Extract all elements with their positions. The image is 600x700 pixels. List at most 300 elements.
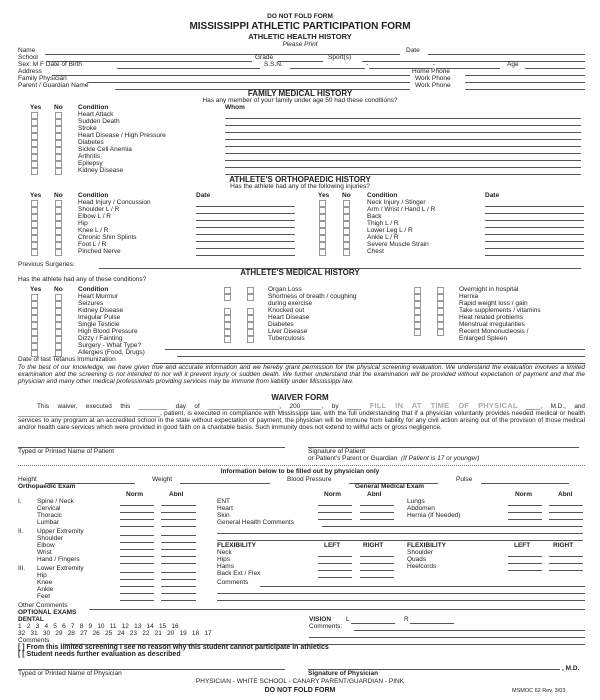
col-condition: Condition — [78, 192, 109, 199]
yes-checkbox[interactable] — [414, 301, 421, 308]
no-checkbox[interactable] — [55, 126, 62, 133]
yes-checkbox[interactable] — [319, 200, 326, 207]
address-field[interactable] — [52, 75, 410, 76]
abnl-field[interactable] — [161, 519, 196, 520]
flexibility-comments-field[interactable] — [260, 586, 585, 587]
abnl-field[interactable] — [161, 526, 196, 527]
condition-label: Dizzy / Fainting — [78, 335, 123, 342]
flexibility-item: Hams — [217, 563, 234, 570]
whom-field[interactable] — [225, 167, 581, 168]
yes-checkbox[interactable] — [31, 168, 38, 175]
norm-field[interactable] — [508, 505, 542, 506]
condition-label: Kidney Disease — [78, 167, 124, 174]
general-comments-field[interactable] — [217, 540, 583, 541]
norm-field[interactable] — [120, 512, 154, 513]
injury-label: Head Injury / Concussion — [78, 199, 151, 206]
yes-checkbox[interactable] — [414, 315, 421, 322]
abnl-field[interactable] — [161, 542, 196, 543]
family-history-question: Has any member of your family under age 50 had these conditions? — [202, 97, 398, 104]
ortho-exam-item: Thoracic — [37, 512, 62, 519]
left-field[interactable] — [508, 570, 542, 571]
tooth-number[interactable]: 20 — [167, 630, 175, 637]
right-field[interactable] — [549, 570, 583, 571]
norm-field[interactable] — [318, 519, 352, 520]
yes-checkbox[interactable] — [31, 322, 38, 329]
injury-date-field[interactable] — [196, 248, 295, 249]
abnl-field[interactable] — [549, 505, 583, 506]
tooth-number[interactable]: 25 — [104, 630, 113, 637]
whom-field[interactable] — [225, 139, 581, 140]
tooth-number[interactable]: 27 — [80, 630, 88, 637]
vision-left-label: L — [346, 616, 350, 623]
yes-checkbox[interactable] — [31, 336, 38, 343]
tooth-number[interactable]: 11 — [109, 623, 117, 630]
norm-field[interactable] — [120, 519, 154, 520]
norm-header: Norm — [324, 491, 341, 498]
yes-checkbox[interactable] — [31, 221, 38, 228]
tooth-number[interactable]: 22 — [142, 630, 150, 637]
col-date: Date — [196, 192, 211, 199]
flexibility-header: FLEXIBILITY — [217, 542, 256, 549]
ortho-exam-item: Knee — [37, 579, 53, 586]
no-checkbox[interactable] — [55, 294, 62, 301]
injury-date-field[interactable] — [196, 255, 295, 256]
tooth-number[interactable]: 16 — [171, 623, 179, 630]
family-physician-field[interactable] — [87, 82, 410, 83]
no-checkbox[interactable] — [343, 200, 350, 207]
norm-field[interactable] — [508, 519, 542, 520]
parent-work-phone-field[interactable] — [465, 89, 585, 90]
left-field[interactable] — [318, 556, 352, 557]
yes-checkbox[interactable] — [31, 242, 38, 249]
norm-field[interactable] — [120, 556, 154, 557]
tooth-number[interactable]: 2 — [26, 623, 31, 630]
yes-checkbox[interactable] — [31, 301, 38, 308]
injury-date-field[interactable] — [196, 234, 295, 235]
col-condition: Condition — [78, 104, 109, 111]
surgery-type-field[interactable] — [165, 349, 585, 350]
pulse-field[interactable] — [481, 483, 569, 484]
injury-date-field[interactable] — [196, 227, 295, 228]
yes-checkbox[interactable] — [31, 228, 38, 235]
vision-left-field[interactable] — [351, 623, 395, 624]
tooth-number[interactable]: 9 — [88, 623, 93, 630]
no-checkbox[interactable] — [247, 336, 254, 343]
no-checkbox[interactable] — [247, 329, 254, 336]
injury-label: Foot L / R — [78, 241, 107, 248]
norm-header: Norm — [515, 491, 532, 498]
injury-date-field[interactable] — [485, 227, 584, 228]
yes-checkbox[interactable] — [31, 315, 38, 322]
work-phone-field[interactable] — [465, 82, 585, 83]
left-field[interactable] — [318, 577, 352, 578]
condition-label: Heat related problems — [459, 314, 523, 321]
norm-field[interactable] — [120, 572, 154, 573]
tooth-number[interactable]: 10 — [97, 623, 105, 630]
ortho-exam-item: Lower Extremity — [37, 565, 84, 572]
whom-field[interactable] — [225, 153, 581, 154]
condition-label: Heart Attack — [78, 111, 114, 118]
no-checkbox[interactable] — [55, 112, 62, 119]
form-title: MISSISSIPPI ATHLETIC PARTICIPATION FORM — [189, 21, 411, 32]
norm-field[interactable] — [120, 505, 154, 506]
yes-checkbox[interactable] — [31, 119, 38, 126]
sports-field[interactable] — [362, 61, 585, 62]
tooth-number[interactable]: 26 — [92, 630, 100, 637]
condition-label: Epilepsy — [78, 160, 103, 167]
norm-field[interactable] — [508, 512, 542, 513]
injury-date-field[interactable] — [485, 241, 584, 242]
abnl-field[interactable] — [161, 572, 196, 573]
norm-field[interactable] — [318, 505, 352, 506]
yes-checkbox[interactable] — [31, 133, 38, 140]
whom-field[interactable] — [225, 118, 581, 119]
injury-label: Lower Leg L / R — [367, 227, 413, 234]
abnl-field[interactable] — [161, 505, 196, 506]
copy-distribution: PHYSICIAN - WHITE SCHOOL - CANARY PARENT/GUARDIAN - PINK — [195, 678, 405, 685]
tooth-number[interactable]: 31 — [30, 630, 38, 637]
condition-label: Stroke — [78, 125, 97, 132]
injury-date-field[interactable] — [196, 206, 295, 207]
general-comments-label: General Health Comments — [217, 519, 294, 526]
date-label: Date — [406, 47, 420, 54]
abnl-field[interactable] — [161, 549, 196, 550]
yes-checkbox[interactable] — [224, 336, 231, 343]
yes-checkbox[interactable] — [31, 140, 38, 147]
tooth-number[interactable]: 5 — [53, 623, 57, 630]
yes-checkbox[interactable] — [414, 329, 421, 336]
ortho-exam-item: Upper Extremity — [37, 528, 84, 535]
no-checkbox[interactable] — [343, 228, 350, 235]
col-date: Date — [485, 192, 500, 199]
no-checkbox[interactable] — [55, 235, 62, 242]
general-comments-field[interactable] — [217, 533, 583, 534]
tooth-number[interactable]: 3 — [35, 623, 40, 630]
abnl-field[interactable] — [549, 512, 583, 513]
print-instruction: Please Print — [282, 41, 318, 48]
abnl-field[interactable] — [161, 563, 196, 564]
flexibility-comments-field[interactable] — [217, 600, 585, 601]
no-checkbox[interactable] — [247, 308, 254, 315]
tooth-number[interactable]: 12 — [121, 623, 129, 630]
yes-checkbox[interactable] — [31, 294, 38, 301]
injury-date-field[interactable] — [485, 255, 584, 256]
family-physician-label: Family Physician — [18, 75, 67, 82]
injury-date-field[interactable] — [196, 213, 295, 214]
injury-date-field[interactable] — [196, 220, 295, 221]
waiver-text-part2: ____, M.D., and ________________________________________, patient, is executed in compliance with Mississippi law, with the full understanding that if a physician voluntarily provides needed medical or health services to any program at an accredited school in the state without expectation of payment, the physician will be immune from liability for any civil action arising out of the provision of those medical and/or health care services which were provided in good faith on a charitable basis. Such immunity does not extend to willful acts or gross negligence. — [18, 403, 585, 432]
right-header: RIGHT — [363, 542, 384, 549]
patient-signature-label: Signature of Patient — [308, 448, 366, 455]
abnl-field[interactable] — [161, 593, 196, 594]
clearance-option[interactable]: [ ] From this limited screening I see no reason why this student cannot participate in athletics — [18, 644, 329, 651]
norm-field[interactable] — [318, 512, 352, 513]
whom-field[interactable] — [225, 132, 581, 133]
vision-comments-field[interactable] — [309, 637, 585, 638]
physician-signature-label: Signature of Physician — [308, 670, 379, 677]
col-condition: Condition — [367, 192, 398, 199]
no-checkbox[interactable] — [55, 214, 62, 221]
yes-checkbox[interactable] — [31, 161, 38, 168]
injury-label: Shoulder L / R — [78, 206, 120, 213]
yes-checkbox[interactable] — [31, 308, 38, 315]
right-field[interactable] — [549, 563, 583, 564]
blood-pressure-label: Blood Pressure — [287, 476, 332, 483]
no-checkbox[interactable] — [55, 301, 62, 308]
age-field[interactable] — [525, 68, 585, 69]
no-checkbox[interactable] — [437, 315, 444, 322]
ssn-field-1[interactable] — [290, 68, 365, 69]
abnl-field[interactable] — [161, 586, 196, 587]
norm-field[interactable] — [120, 542, 154, 543]
no-checkbox[interactable] — [55, 119, 62, 126]
no-checkbox[interactable] — [55, 322, 62, 329]
yes-checkbox[interactable] — [319, 207, 326, 214]
no-checkbox[interactable] — [55, 168, 62, 175]
norm-field[interactable] — [120, 600, 154, 601]
yes-checkbox[interactable] — [319, 228, 326, 235]
ssn-dash: - — [433, 61, 436, 68]
grade-field[interactable] — [278, 61, 323, 62]
home-phone-field[interactable] — [465, 75, 585, 76]
whom-field[interactable] — [225, 160, 581, 161]
yes-checkbox[interactable] — [31, 207, 38, 214]
left-field[interactable] — [508, 563, 542, 564]
abnl-field[interactable] — [161, 600, 196, 601]
general-comments-field[interactable] — [322, 526, 583, 527]
no-checkbox[interactable] — [247, 315, 254, 322]
abnl-field[interactable] — [161, 556, 196, 557]
condition-label: Diabetes — [78, 139, 104, 146]
other-comments-field[interactable] — [89, 609, 585, 610]
condition-label: Tuberculosis — [268, 335, 305, 342]
yes-checkbox[interactable] — [414, 308, 421, 315]
norm-field[interactable] — [120, 586, 154, 587]
no-checkbox[interactable] — [437, 308, 444, 315]
vision-comments-field[interactable] — [354, 630, 585, 631]
norm-field[interactable] — [120, 526, 154, 527]
waiver-text — [18, 402, 585, 431]
no-checkbox[interactable] — [343, 242, 350, 249]
tooth-number[interactable]: 28 — [67, 630, 75, 637]
date-field[interactable] — [428, 54, 585, 55]
condition-label: Liver Disease — [268, 328, 308, 335]
no-checkbox[interactable] — [55, 221, 62, 228]
consent-statement: To the best of our knowledge, we have given true and accurate information and we hereby grant permission for the physical screening evaluation. We understand the evaluation involves a limited examination and the screening is not intended to nor will it prevent injury or sudden death. We further understand that the examination will be provided without expectation of payment and that the physician and many other medical professionals providing services may be immune from liability under Mississippi law. — [18, 364, 585, 386]
tooth-number[interactable]: 18 — [191, 630, 200, 637]
condition-label: Diabetes — [268, 321, 294, 328]
yes-checkbox[interactable] — [414, 294, 421, 301]
condition-label: Kidney Disease — [78, 307, 124, 314]
abnl-header: Abnl — [558, 491, 573, 498]
yes-checkbox[interactable] — [31, 200, 38, 207]
injury-date-field[interactable] — [485, 234, 584, 235]
ortho-history-question: Has the athlete had any of the following injuries? — [230, 183, 370, 190]
abnl-field[interactable] — [360, 512, 394, 513]
injury-label: Pinched Nerve — [78, 248, 121, 255]
no-checkbox[interactable] — [343, 207, 350, 214]
no-checkbox[interactable] — [343, 221, 350, 228]
yes-checkbox[interactable] — [319, 242, 326, 249]
no-checkbox[interactable] — [55, 308, 62, 315]
no-checkbox[interactable] — [55, 154, 62, 161]
no-checkbox[interactable] — [343, 214, 350, 221]
no-checkbox[interactable] — [437, 294, 444, 301]
tooth-number[interactable]: 15 — [158, 623, 167, 630]
referral-option[interactable]: [ [ Student needs further evaluation as described — [18, 651, 181, 658]
tooth-number[interactable]: 30 — [42, 630, 51, 637]
yes-checkbox[interactable] — [224, 287, 231, 294]
right-field[interactable] — [360, 556, 394, 557]
right-field[interactable] — [360, 577, 394, 578]
tooth-number[interactable]: 19 — [179, 630, 187, 637]
col-yes: Yes — [30, 104, 42, 111]
dob-field[interactable] — [117, 68, 260, 69]
left-field[interactable] — [508, 556, 542, 557]
yes-checkbox[interactable] — [224, 329, 231, 336]
yes-checkbox[interactable] — [31, 112, 38, 119]
no-checkbox[interactable] — [437, 329, 444, 336]
tooth-number[interactable]: 32 — [18, 630, 26, 637]
tooth-number[interactable]: 14 — [146, 623, 154, 630]
general-exam-item: Lungs — [407, 498, 425, 505]
home-phone-label: Home Phone — [412, 68, 450, 75]
whom-field[interactable] — [225, 125, 581, 126]
no-checkbox[interactable] — [55, 161, 62, 168]
no-checkbox[interactable] — [55, 147, 62, 154]
yes-checkbox[interactable] — [31, 329, 38, 336]
yes-checkbox[interactable] — [319, 249, 326, 256]
medical-history-title: ATHLETE'S MEDICAL HISTORY — [240, 268, 360, 277]
no-checkbox[interactable] — [437, 322, 444, 329]
yes-checkbox[interactable] — [31, 343, 38, 350]
yes-checkbox[interactable] — [31, 214, 38, 221]
whom-field[interactable] — [225, 146, 581, 147]
yes-checkbox[interactable] — [414, 322, 421, 329]
vision-comments-label: Comments: — [309, 623, 343, 630]
left-field[interactable] — [318, 570, 352, 571]
injury-date-field[interactable] — [196, 241, 295, 242]
yes-checkbox[interactable] — [224, 322, 231, 329]
norm-field[interactable] — [120, 563, 154, 564]
tooth-number[interactable]: 29 — [55, 630, 63, 637]
tooth-number[interactable]: 8 — [79, 623, 84, 630]
no-checkbox[interactable] — [55, 140, 62, 147]
abnl-field[interactable] — [161, 535, 196, 536]
no-checkbox[interactable] — [343, 249, 350, 256]
ortho-exam-item: Ankle — [37, 586, 54, 593]
condition-label: Seizures — [78, 300, 104, 307]
right-field[interactable] — [360, 570, 394, 571]
condition-label: Menstrual irregularities — [459, 321, 525, 328]
yes-checkbox[interactable] — [31, 235, 38, 242]
no-checkbox[interactable] — [437, 287, 444, 294]
allergies-field[interactable] — [177, 356, 585, 357]
tooth-number[interactable]: 24 — [117, 630, 125, 637]
section-numeral: III. — [18, 565, 26, 572]
vision-right-field[interactable] — [410, 623, 454, 624]
yes-checkbox[interactable] — [31, 154, 38, 161]
injury-date-field[interactable] — [485, 206, 584, 207]
norm-field[interactable] — [120, 579, 154, 580]
norm-field[interactable] — [120, 593, 154, 594]
grade-label: Grade — [255, 54, 274, 61]
no-checkbox[interactable] — [55, 207, 62, 214]
tooth-number[interactable]: 21 — [154, 630, 162, 637]
tooth-number[interactable]: 13 — [134, 623, 142, 630]
tooth-number[interactable]: 1 — [18, 623, 22, 630]
right-field[interactable] — [549, 556, 583, 557]
right-field[interactable] — [360, 563, 394, 564]
yes-checkbox[interactable] — [414, 287, 421, 294]
injury-date-field[interactable] — [485, 213, 584, 214]
no-checkbox[interactable] — [55, 242, 62, 249]
yes-checkbox[interactable] — [224, 294, 231, 301]
injury-date-field[interactable] — [485, 220, 584, 221]
yes-checkbox[interactable] — [31, 249, 38, 256]
weight-field[interactable] — [180, 483, 270, 484]
condition-label: Heart Murmur — [78, 293, 119, 300]
address-label: Address — [18, 68, 42, 75]
no-checkbox[interactable] — [247, 322, 254, 329]
no-checkbox[interactable] — [55, 315, 62, 322]
left-field[interactable] — [318, 563, 352, 564]
tooth-number[interactable]: 23 — [129, 630, 138, 637]
no-checkbox[interactable] — [55, 228, 62, 235]
tooth-number[interactable]: 17 — [204, 630, 212, 637]
no-checkbox[interactable] — [55, 200, 62, 207]
flexibility-comments-field[interactable] — [217, 593, 585, 594]
no-checkbox[interactable] — [55, 329, 62, 336]
col-no: No — [342, 192, 351, 199]
yes-checkbox[interactable] — [319, 221, 326, 228]
norm-field[interactable] — [120, 549, 154, 550]
abnl-field[interactable] — [161, 512, 196, 513]
yes-checkbox[interactable] — [31, 126, 38, 133]
no-checkbox[interactable] — [55, 336, 62, 343]
section-numeral: II. — [18, 528, 24, 535]
injury-label: Back — [367, 213, 382, 220]
general-exam-item: Abdomen — [407, 505, 435, 512]
no-checkbox[interactable] — [55, 249, 62, 256]
yes-checkbox[interactable] — [319, 214, 326, 221]
name-label: Name — [18, 47, 36, 54]
abnl-field[interactable] — [360, 519, 394, 520]
yes-checkbox[interactable] — [224, 308, 231, 315]
yes-checkbox[interactable] — [31, 147, 38, 154]
tooth-number[interactable]: 7 — [70, 623, 75, 630]
no-checkbox[interactable] — [55, 133, 62, 140]
abnl-field[interactable] — [360, 505, 394, 506]
no-checkbox[interactable] — [55, 343, 62, 350]
no-checkbox[interactable] — [247, 294, 254, 301]
yes-checkbox[interactable] — [224, 315, 231, 322]
physician-section-title: Information below to be filled out by physician only — [220, 468, 380, 475]
tooth-number[interactable]: 6 — [62, 623, 66, 630]
no-checkbox[interactable] — [437, 301, 444, 308]
abnl-field[interactable] — [549, 519, 583, 520]
md-suffix: , M.D. — [562, 665, 580, 672]
abnl-field[interactable] — [161, 579, 196, 580]
tooth-number[interactable]: 4 — [44, 623, 49, 630]
ortho-exam-item: Cervical — [37, 505, 61, 512]
yes-checkbox[interactable] — [319, 235, 326, 242]
norm-field[interactable] — [120, 535, 154, 536]
injury-date-field[interactable] — [485, 248, 584, 249]
injury-label: Chest — [367, 248, 384, 255]
no-checkbox[interactable] — [247, 287, 254, 294]
no-checkbox[interactable] — [343, 235, 350, 242]
